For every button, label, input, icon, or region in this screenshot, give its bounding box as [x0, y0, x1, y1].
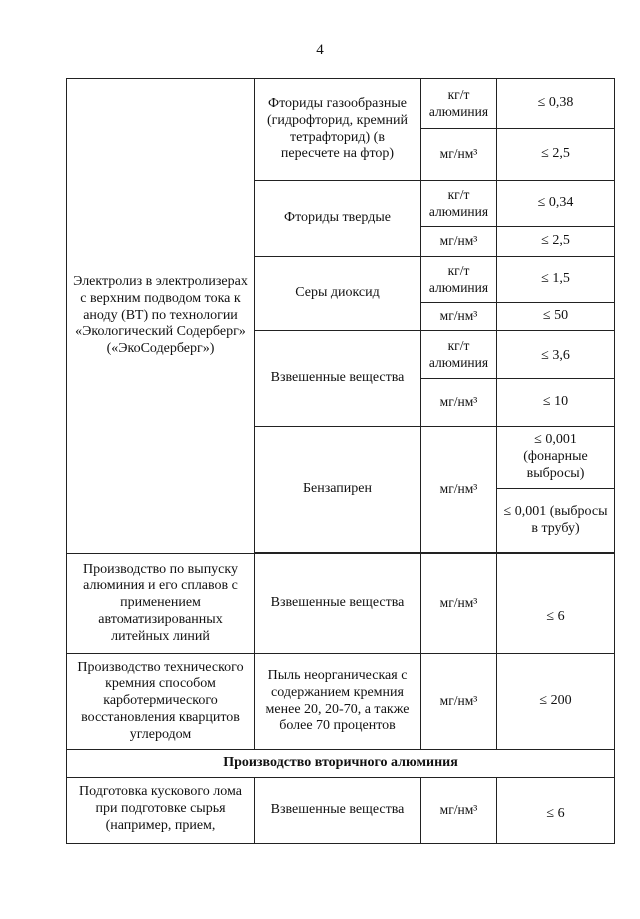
unit-cell: мг/нм³ — [421, 129, 497, 181]
table-row — [67, 654, 615, 750]
unit-cell: кг/т алюминия — [421, 331, 497, 379]
unit-cell: мг/нм³ — [421, 379, 497, 427]
activity-cell: Подготовка кускового лома при подготовке сырья (например, прием, — [67, 778, 255, 844]
value-cell: ≤ 0,001 (фонарные выбросы) — [497, 427, 615, 489]
table-row — [67, 554, 615, 654]
substance-cell: Фториды газообразные (гидрофторид, кремний тетрафторид) (в пересчете на фтор) — [255, 79, 421, 181]
unit-cell: кг/т алюминия — [421, 79, 497, 129]
table-row — [67, 750, 615, 778]
value-cell: ≤ 6 — [497, 554, 615, 654]
table-row — [67, 778, 615, 844]
value-cell: ≤ 50 — [497, 303, 615, 331]
table-row — [67, 79, 615, 129]
unit-cell: кг/т алюминия — [421, 257, 497, 303]
activity-cell: Электролиз в электролизерах с верхним подводом тока к аноду (ВТ) по технологии «Экологический Содерберг» («ЭкоСодерберг») — [67, 79, 255, 554]
unit-cell: мг/нм³ — [421, 654, 497, 750]
unit-cell: мг/нм³ — [421, 554, 497, 654]
value-cell: ≤ 2,5 — [497, 227, 615, 257]
substance-cell: Фториды твердые — [255, 181, 421, 257]
activity-cell: Производство технического кремния способом карботермического восстановления кварцитов углеродом — [67, 654, 255, 750]
page-number: 4 — [316, 42, 324, 58]
unit-cell: кг/т алюминия — [421, 181, 497, 227]
value-cell: ≤ 1,5 — [497, 257, 615, 303]
substance-cell: Взвешенные вещества — [255, 331, 421, 427]
value-cell: ≤ 2,5 — [497, 129, 615, 181]
activity-cell: Производство по выпуску алюминия и его сплавов с применением автоматизированных литейных линий — [67, 554, 255, 654]
unit-cell: мг/нм³ — [421, 227, 497, 257]
unit-cell: мг/нм³ — [421, 778, 497, 844]
substance-cell: Серы диоксид — [255, 257, 421, 331]
emission-standards-table — [66, 78, 615, 844]
value-cell: ≤ 0,001 (выбросы в трубу) — [497, 489, 615, 553]
value-cell: ≤ 6 — [497, 778, 615, 844]
value-cell: ≤ 0,38 — [497, 79, 615, 129]
substance-cell: Взвешенные вещества — [255, 554, 421, 654]
section-heading: Производство вторичного алюминия — [67, 750, 615, 778]
substance-cell: Взвешенные вещества — [255, 778, 421, 844]
unit-cell: мг/нм³ — [421, 427, 497, 553]
substance-cell: Бензапирен — [255, 427, 421, 553]
value-cell: ≤ 3,6 — [497, 331, 615, 379]
unit-cell: мг/нм³ — [421, 303, 497, 331]
value-cell: ≤ 200 — [497, 654, 615, 750]
value-cell: ≤ 10 — [497, 379, 615, 427]
substance-cell: Пыль неорганическая с содержанием кремния менее 20, 20-70, а также более 70 процентов — [255, 654, 421, 750]
value-cell: ≤ 0,34 — [497, 181, 615, 227]
